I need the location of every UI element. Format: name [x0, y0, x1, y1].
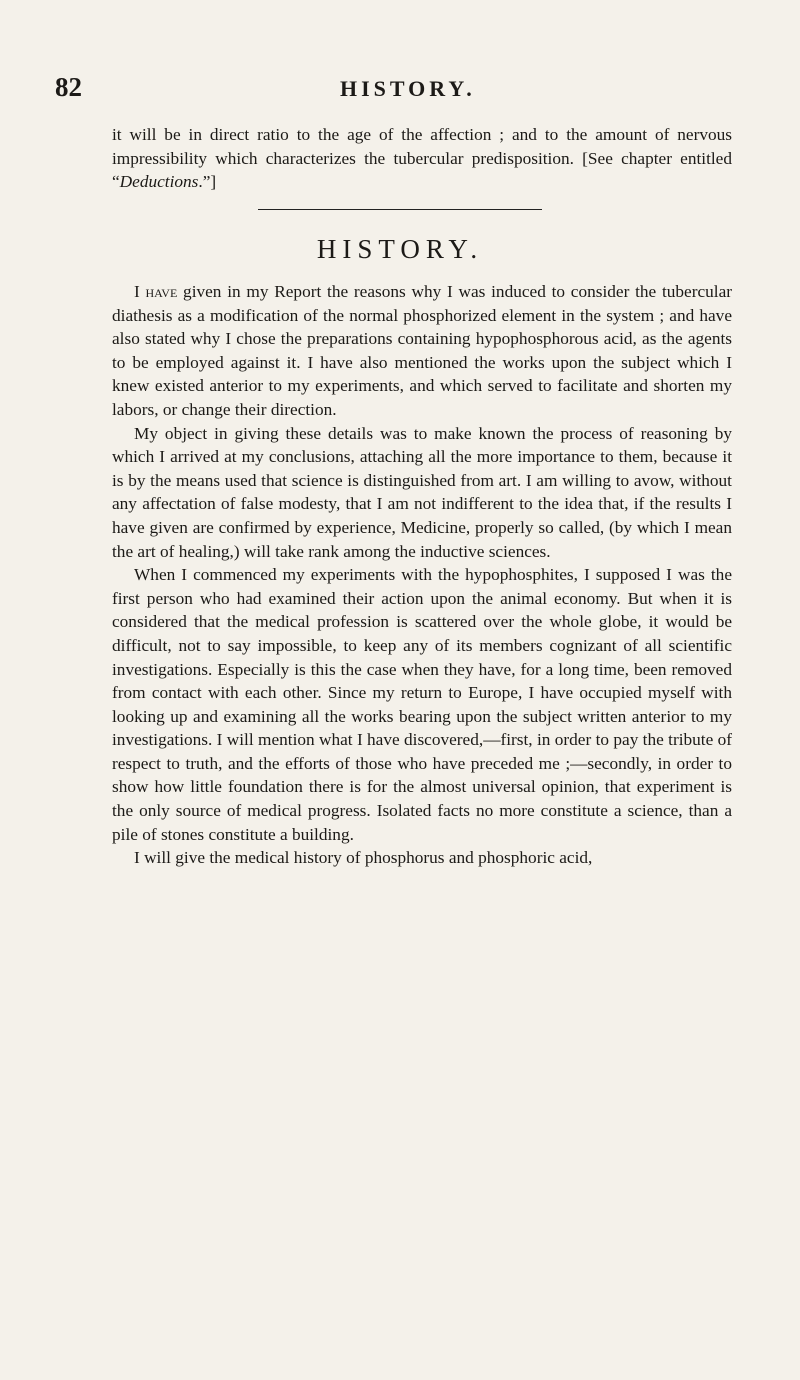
page-number: 82 — [55, 72, 82, 102]
paragraph-lead-smallcaps: I have — [134, 282, 178, 301]
paragraph — [112, 280, 732, 422]
intro-text-end: .”] — [198, 172, 217, 192]
intro-paragraph — [112, 123, 732, 194]
section-title: HISTORY. — [316, 234, 484, 264]
paragraph: I will give the medical history of phosphorus and phosphoric acid, — [134, 848, 593, 868]
paragraph-text: given in my Report the reasons why I was induced to consider the tubercular diathesis as a modification of the normal phosphorized element in the system ; and have also stated why I chose the preparations containing hypophosphorous acid, as the agents to be employed against it. I have also mentioned the works upon the subject which I knew existed anterior to my experiments, and which served to facilitate and shorten my labors, or change their direction. — [112, 282, 732, 419]
paragraph: When I commenced my experiments with the hypophosphites, I supposed I was the first person who had examined their action upon the animal economy. But when it is considered that the medical profession is scattered over the whole globe, it would be difficult, not to say impossible, to keep any of its members cognizant of all scientific investigations. Especially is this the case when they have, for a long time, been removed from contact with each other. Since my return to Europe, I have occupied myself with looking up and examining all the works bearing upon the subject written anterior to my investigations. I will mention what I have discovered,—first, in order to pay the tribute of respect to truth, and the efforts of those who have preceded me ;—secondly, in order to show how little foundation there is for the almost universal opinion, that experiment is the only source of medical progress. Isolated facts no more constitute a science, than a pile of stones constitute a building. — [112, 565, 732, 844]
section-body — [112, 280, 732, 870]
paragraph: My object in giving these details was to make known the process of reasoning by which I arrived at my conclusions, attaching all the more importance to them, because it is by the means used that science is distinguished from art. I am willing to avow, without any affectation of false modesty, that I am not indifferent to the idea that, if the results I have given are confirmed by experience, Medicine, properly so called, (by which I mean the art of healing,) will take rank among the inductive sciences. — [112, 423, 732, 561]
running-head-title: HISTORY. — [340, 76, 476, 101]
running-head — [55, 70, 745, 110]
section-divider — [258, 209, 542, 210]
chapter-reference: Deductions — [119, 172, 199, 192]
intro-text — [112, 123, 732, 194]
intro-text-start: it will be in direct ratio to the age of the affection ; and to the amount of nervous impressibility which characterizes the tubercular predisposition. [See chapter entitled “ — [112, 125, 732, 192]
